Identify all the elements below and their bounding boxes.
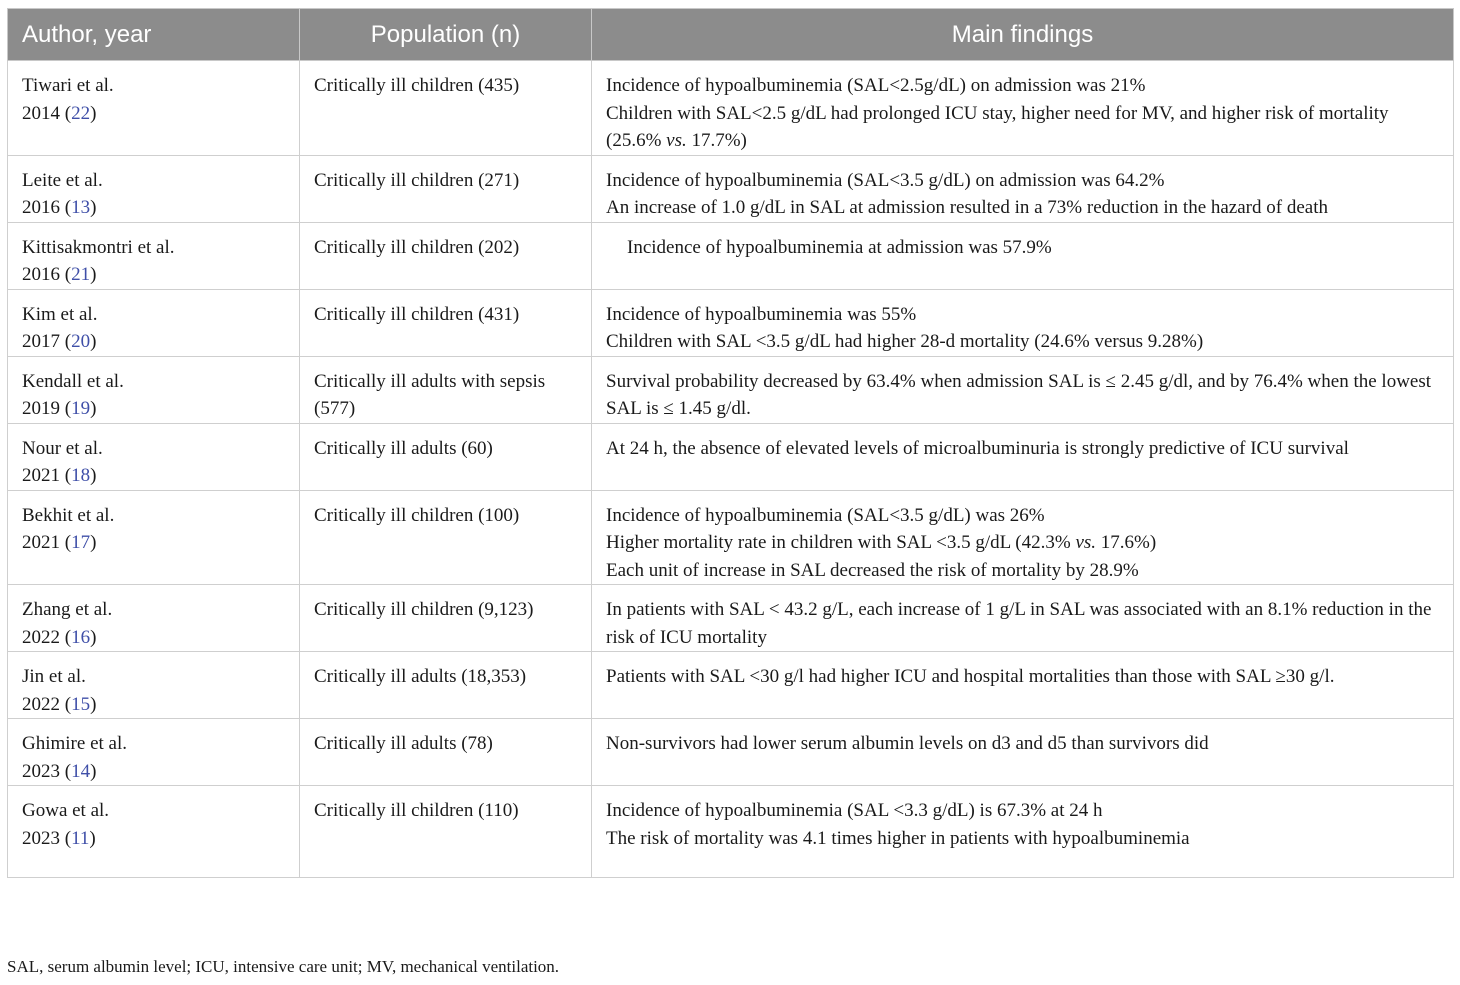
- author-name: Gowa et al.: [22, 800, 110, 821]
- reference-link[interactable]: 15: [71, 693, 91, 715]
- findings-cell: [592, 652, 1454, 719]
- table-row: [8, 155, 1454, 222]
- reference-link[interactable]: 19: [71, 398, 91, 419]
- population-cell: Critically ill adults (78): [300, 719, 592, 786]
- population-cell: Critically ill children (202): [300, 222, 592, 289]
- reference-link[interactable]: 14: [71, 760, 91, 782]
- findings-cell: [592, 490, 1454, 585]
- table-row: [8, 222, 1454, 289]
- author-year-cell: [8, 490, 300, 585]
- population-cell: Critically ill adults (60): [300, 423, 592, 490]
- author-name: Kendall et al.: [22, 370, 124, 392]
- reference-link[interactable]: 21: [71, 264, 91, 285]
- year-line: 2023 (11): [22, 827, 96, 849]
- population-cell: Critically ill children (9,123): [300, 585, 592, 652]
- year: 2022: [22, 693, 60, 715]
- reference-link[interactable]: 22: [71, 102, 91, 124]
- table-row: [8, 490, 1454, 585]
- author-year-cell: [8, 289, 300, 356]
- author-year-cell: [8, 155, 300, 222]
- population-cell: Critically ill children (435): [300, 61, 592, 156]
- author-name: Tiwari et al.: [22, 75, 114, 96]
- year: 2017: [22, 331, 60, 352]
- finding-text: Each unit of increase in SAL decreased the risk of mortality by 28.9%: [606, 559, 1139, 581]
- finding-text: Incidence of hypoalbuminemia (SAL<3.5 g/dL) was 26%: [606, 504, 1045, 526]
- author-name: Kim et al.: [22, 303, 98, 325]
- population-cell: Critically ill adults (18,353): [300, 652, 592, 719]
- author-name: Kittisakmontri et al.: [22, 236, 175, 258]
- author-year-cell: [8, 585, 300, 652]
- year: 2019: [22, 398, 60, 419]
- findings-cell: [592, 356, 1454, 423]
- year: 2016: [22, 197, 60, 218]
- table-row: [8, 423, 1454, 490]
- table-row: [8, 356, 1454, 423]
- finding-text: Survival probability decreased by 63.4% when admission SAL is ≤ 2.45 g/dl, and by 76.4% when the lowest SAL is ≤ 1.45 g/dl.: [606, 370, 1432, 419]
- reference-link[interactable]: 18: [71, 465, 91, 486]
- author-name: Jin et al.: [22, 666, 86, 687]
- table-row: [8, 585, 1454, 652]
- findings-table: [7, 8, 1454, 878]
- table-footnote: SAL, serum albumin level; ICU, intensive care unit; MV, mechanical ventilation.: [7, 957, 560, 976]
- year-line: 2021 (18): [22, 465, 97, 486]
- finding-text: In patients with SAL < 43.2 g/L, each increase of 1 g/L in SAL was associated with an 8.1% reduction in the risk of ICU mortality: [606, 599, 1432, 648]
- header-main-findings: Main findings: [592, 9, 1454, 61]
- population-cell: Critically ill adults with sepsis (577): [300, 356, 592, 423]
- table-row: [8, 61, 1454, 156]
- finding-text: Incidence of hypoalbuminemia was 55%: [606, 303, 917, 325]
- finding-text: An increase of 1.0 g/dL in SAL at admission resulted in a 73% reduction in the hazard of death: [606, 197, 1328, 218]
- finding-text: Incidence of hypoalbuminemia (SAL<3.5 g/dL) on admission was 64.2%: [606, 169, 1165, 191]
- reference-link[interactable]: 13: [71, 197, 91, 218]
- findings-cell: [592, 585, 1454, 652]
- year: 2023: [22, 760, 60, 782]
- reference-link[interactable]: 16: [71, 626, 91, 648]
- finding-text: Incidence of hypoalbuminemia at admission was 57.9%: [627, 236, 1052, 258]
- population-cell: Critically ill children (271): [300, 155, 592, 222]
- year-line: 2019 (19): [22, 398, 97, 419]
- table-row: [8, 652, 1454, 719]
- finding-text: Children with SAL <3.5 g/dL had higher 28-d mortality (24.6% versus 9.28%): [606, 331, 1204, 352]
- year-line: 2022 (16): [22, 626, 97, 648]
- author-year-cell: [8, 652, 300, 719]
- finding-text: Incidence of hypoalbuminemia (SAL <3.3 g/dL) is 67.3% at 24 h: [606, 800, 1103, 821]
- reference-link[interactable]: 11: [71, 827, 90, 849]
- author-year-cell: [8, 356, 300, 423]
- finding-text: Non-survivors had lower serum albumin levels on d3 and d5 than survivors did: [606, 733, 1209, 754]
- year-line: 2016 (13): [22, 197, 97, 218]
- year: 2014: [22, 102, 60, 124]
- author-year-cell: [8, 786, 300, 878]
- year: 2023: [22, 827, 60, 849]
- findings-cell: [592, 786, 1454, 878]
- author-name: Bekhit et al.: [22, 504, 115, 526]
- findings-cell: [592, 222, 1454, 289]
- year: 2016: [22, 264, 60, 285]
- finding-text: The risk of mortality was 4.1 times higher in patients with hypoalbuminemia: [606, 827, 1190, 849]
- table-body: [8, 61, 1454, 878]
- header-author-year: Author, year: [8, 9, 300, 61]
- header-population: Population (n): [300, 9, 592, 61]
- year: 2021: [22, 532, 60, 553]
- author-year-cell: [8, 61, 300, 156]
- year-line: 2017 (20): [22, 331, 97, 352]
- findings-cell: [592, 719, 1454, 786]
- finding-text: Higher mortality rate in children with SAL <3.5 g/dL (42.3% vs. 17.6%): [606, 532, 1157, 553]
- findings-cell: [592, 155, 1454, 222]
- author-year-cell: [8, 222, 300, 289]
- author-year-cell: [8, 719, 300, 786]
- reference-link[interactable]: 17: [71, 532, 91, 553]
- population-cell: Critically ill children (110): [300, 786, 592, 878]
- year: 2022: [22, 626, 60, 648]
- population-cell: Critically ill children (100): [300, 490, 592, 585]
- year-line: 2014 (22): [22, 102, 97, 124]
- year-line: 2021 (17): [22, 532, 97, 553]
- table-row: [8, 786, 1454, 878]
- finding-text: At 24 h, the absence of elevated levels of microalbuminuria is strongly predictive of ICU survival: [606, 437, 1349, 459]
- year-line: 2016 (21): [22, 264, 97, 285]
- table-row: [8, 719, 1454, 786]
- finding-text: Incidence of hypoalbuminemia (SAL<2.5g/dL) on admission was 21%: [606, 75, 1146, 96]
- author-name: Leite et al.: [22, 169, 103, 191]
- finding-text: Patients with SAL <30 g/l had higher ICU and hospital mortalities than those with SAL ≥30 g/l.: [606, 666, 1335, 687]
- findings-cell: [592, 61, 1454, 156]
- findings-cell: [592, 289, 1454, 356]
- finding-text: Children with SAL<2.5 g/dL had prolonged ICU stay, higher need for MV, and higher risk of mortality (25.6% vs. 17.7%): [606, 102, 1389, 151]
- reference-link[interactable]: 20: [71, 331, 91, 352]
- population-cell: Critically ill children (431): [300, 289, 592, 356]
- author-year-cell: [8, 423, 300, 490]
- table-row: [8, 289, 1454, 356]
- author-name: Zhang et al.: [22, 599, 113, 620]
- author-name: Ghimire et al.: [22, 733, 127, 754]
- year-line: 2023 (14): [22, 760, 97, 782]
- year: 2021: [22, 465, 60, 486]
- findings-cell: [592, 423, 1454, 490]
- header-row: [8, 9, 1454, 61]
- author-name: Nour et al.: [22, 437, 103, 459]
- year-line: 2022 (15): [22, 693, 97, 715]
